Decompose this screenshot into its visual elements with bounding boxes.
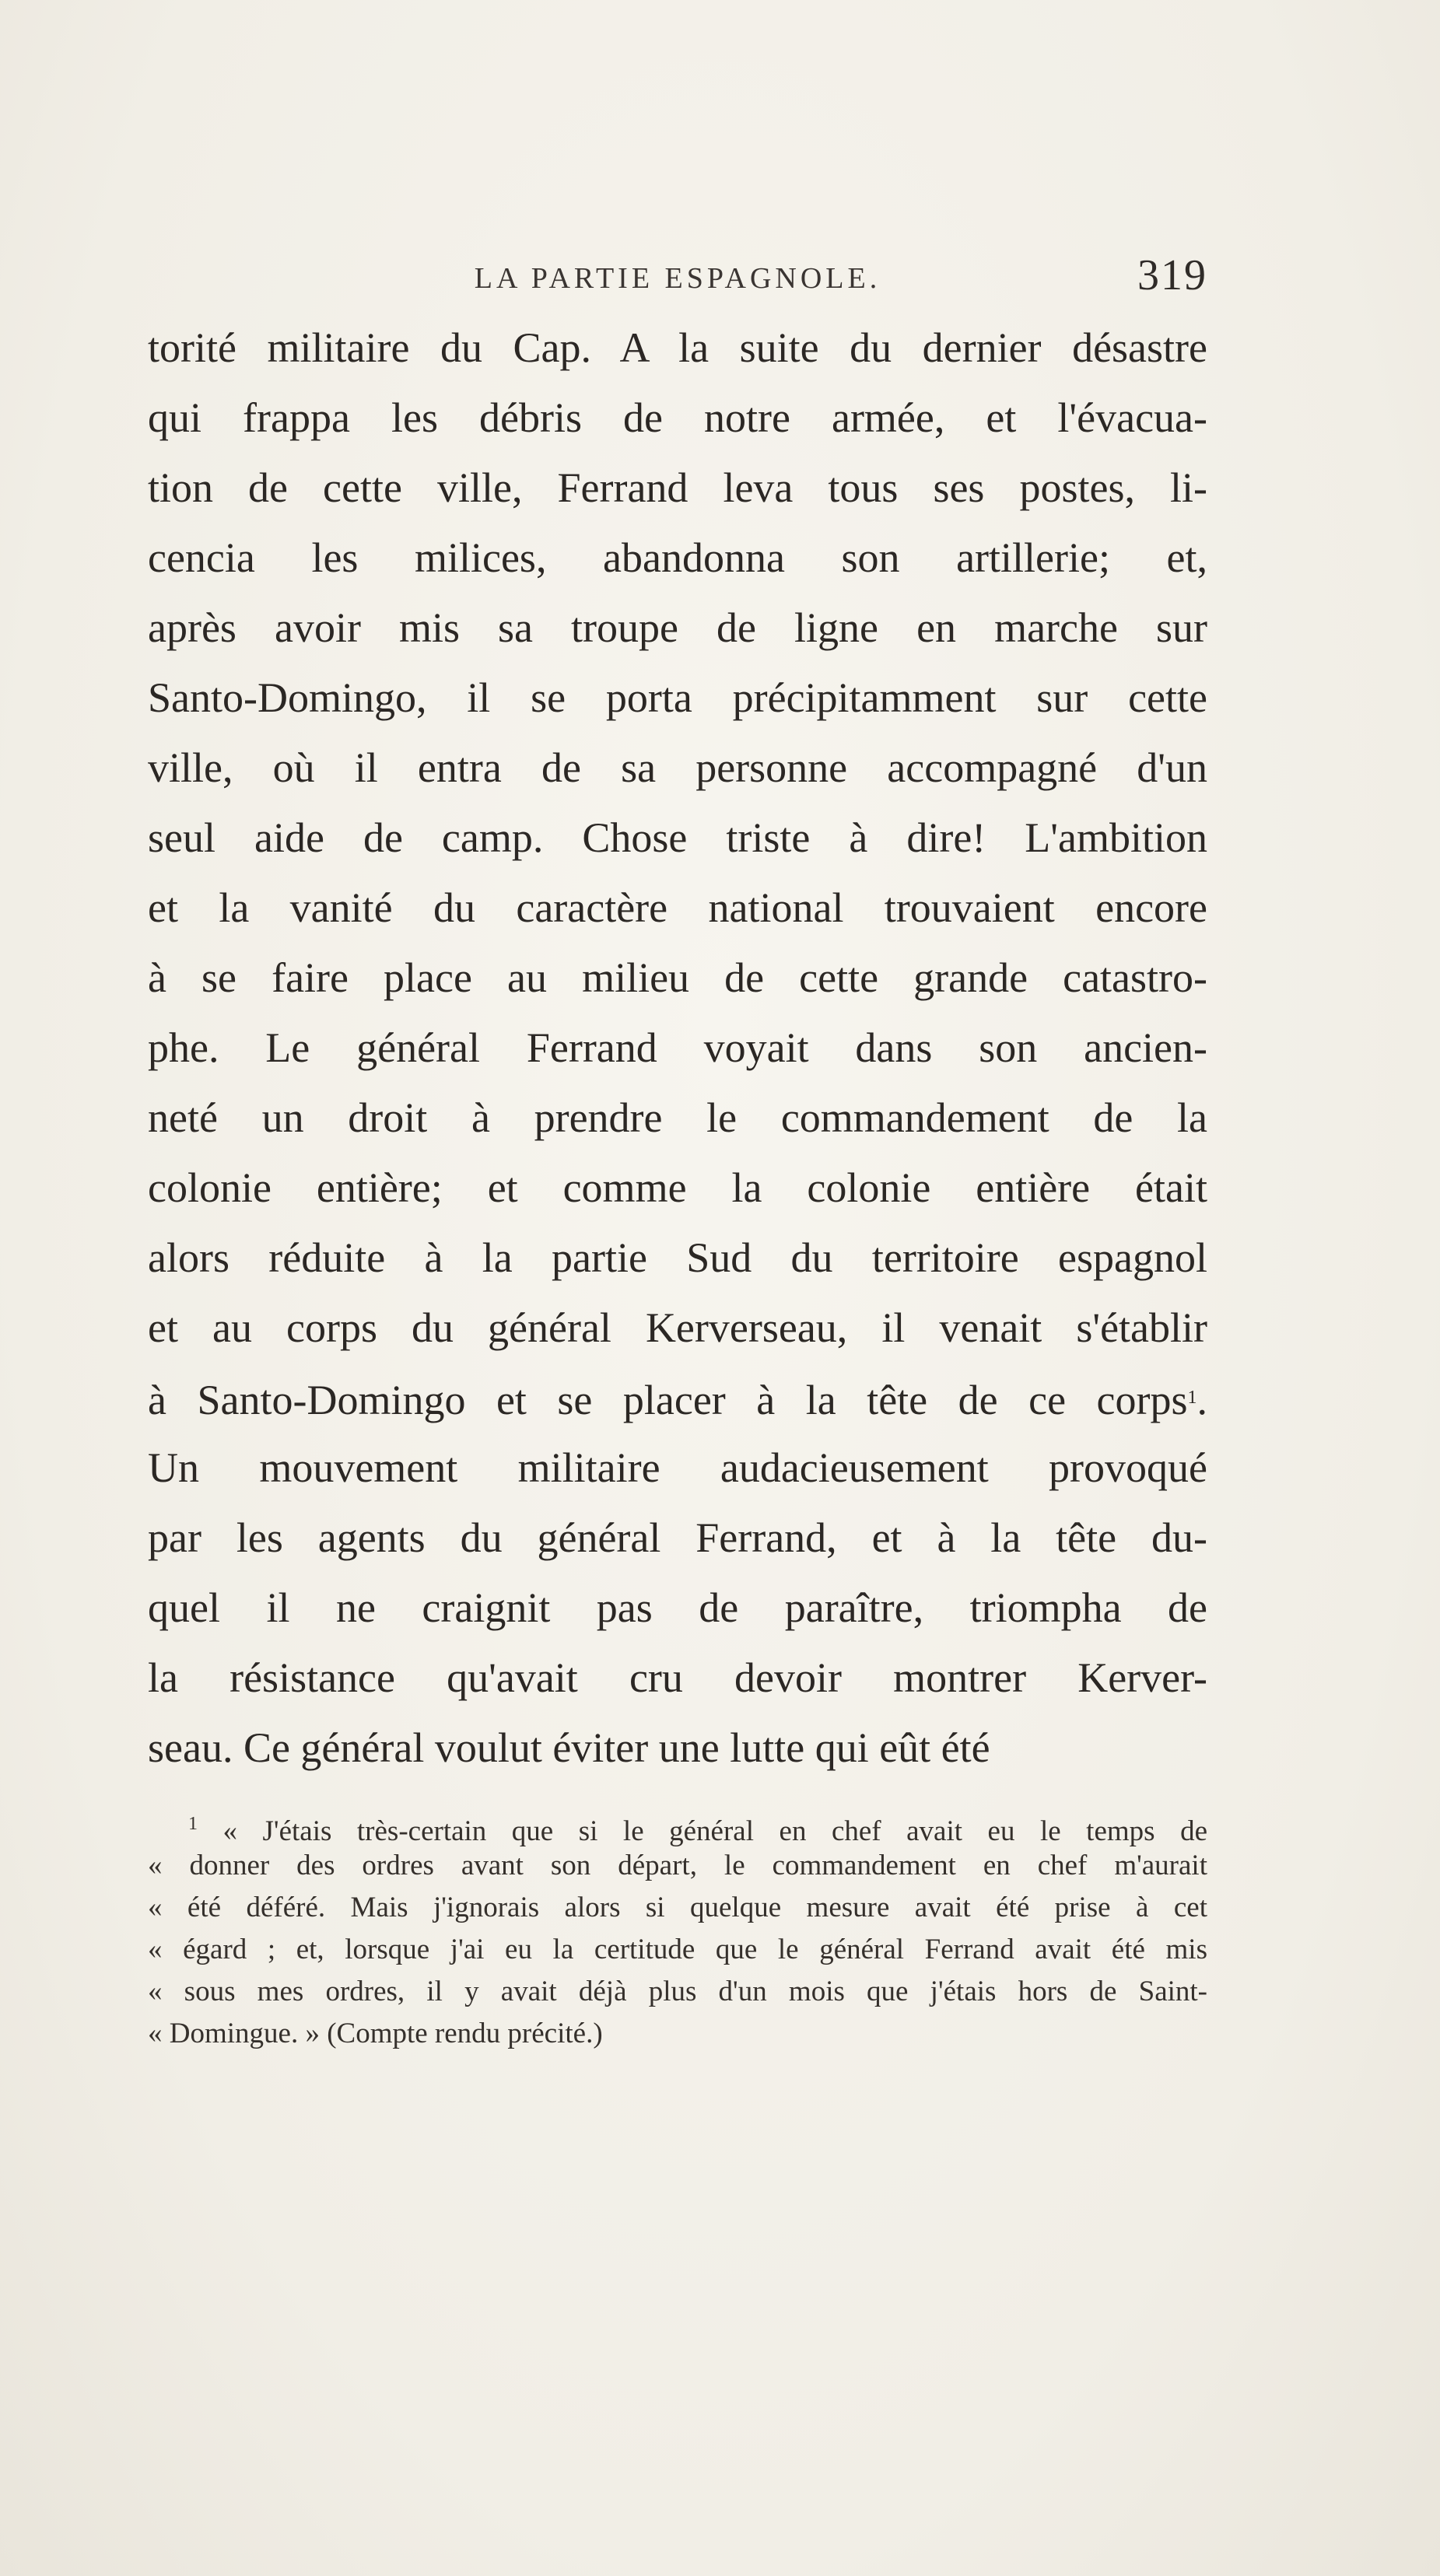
text-line: par les agents du général Ferrand, et à la tête du- xyxy=(148,1514,1207,1561)
text-line: et au corps du général Kerverseau, il venait s'établir xyxy=(148,1304,1207,1351)
text-line: ville, où il entra de sa personne accompagné d'un xyxy=(148,744,1207,791)
text-line: la résistance qu'avait cru devoir montrer Kerver- xyxy=(148,1654,1207,1701)
footnote xyxy=(148,1803,1207,2055)
text-line: colonie entière; et comme la colonie entière était xyxy=(148,1164,1207,1211)
text-line: phe. Le général Ferrand voyait dans son ancien- xyxy=(148,1024,1207,1071)
footnote-line xyxy=(148,1803,1207,1845)
text-line: quel il ne craignit pas de paraître, triompha de xyxy=(148,1584,1207,1631)
footnote-line: « été déféré. Mais j'ignorais alors si quelque mesure avait été prise à cet xyxy=(148,1892,1207,1923)
text-line: torité militaire du Cap. A la suite du dernier désastre xyxy=(148,324,1207,371)
line-end-punctuation: . xyxy=(1196,1377,1207,1423)
text-line: seau. Ce général voulut éviter une lutte qui eût été xyxy=(148,1724,990,1771)
footnote-reference: 1 xyxy=(1187,1388,1197,1408)
text-line: cencia les milices, abandonna son artillerie; et, xyxy=(148,534,1207,581)
text-line: seul aide de camp. Chose triste à dire! L'ambition xyxy=(148,814,1207,861)
footnote-line: « Domingue. » (Compte rendu précité.) xyxy=(148,2018,603,2049)
footnote-line: « sous mes ordres, il y avait déjà plus d'un mois que j'étais hors de Saint- xyxy=(148,1976,1207,2007)
text-line: tion de cette ville, Ferrand leva tous ses postes, li- xyxy=(148,464,1207,511)
text-line: neté un droit à prendre le commandement de la xyxy=(148,1094,1207,1141)
text-line: qui frappa les débris de notre armée, et l'évacua- xyxy=(148,394,1207,441)
text-line: et la vanité du caractère national trouvaient encore xyxy=(148,884,1207,931)
text-line-content: à Santo-Domingo et se placer à la tête de ce corps xyxy=(148,1377,1188,1423)
text-line: après avoir mis sa troupe de ligne en marche sur xyxy=(148,604,1207,651)
main-text xyxy=(148,313,1207,1783)
running-title: LA PARTIE ESPAGNOLE. xyxy=(474,262,881,295)
footnote-marker: 1 xyxy=(188,1814,198,1834)
footnote-line-text: « J'étais très-certain que si le général en chef avait eu le temps de xyxy=(222,1815,1207,1847)
page-number: 319 xyxy=(1137,251,1207,299)
text-line: Santo-Domingo, il se porta précipitamment sur cette xyxy=(148,674,1207,721)
text-line: alors réduite à la partie Sud du territoire espagnol xyxy=(148,1234,1207,1281)
page-header xyxy=(148,247,1207,310)
footnote-line: « donner des ordres avant son départ, le commandement en chef m'aurait xyxy=(148,1850,1207,1881)
footnote-line: « égard ; et, lorsque j'ai eu la certitude que le général Ferrand avait été mis xyxy=(148,1934,1207,1965)
text-line: Un mouvement militaire audacieusement provoqué xyxy=(148,1444,1207,1491)
text-line-with-footnote-ref xyxy=(148,1363,1207,1433)
text-line: à se faire place au milieu de cette grande catastro- xyxy=(148,954,1207,1001)
